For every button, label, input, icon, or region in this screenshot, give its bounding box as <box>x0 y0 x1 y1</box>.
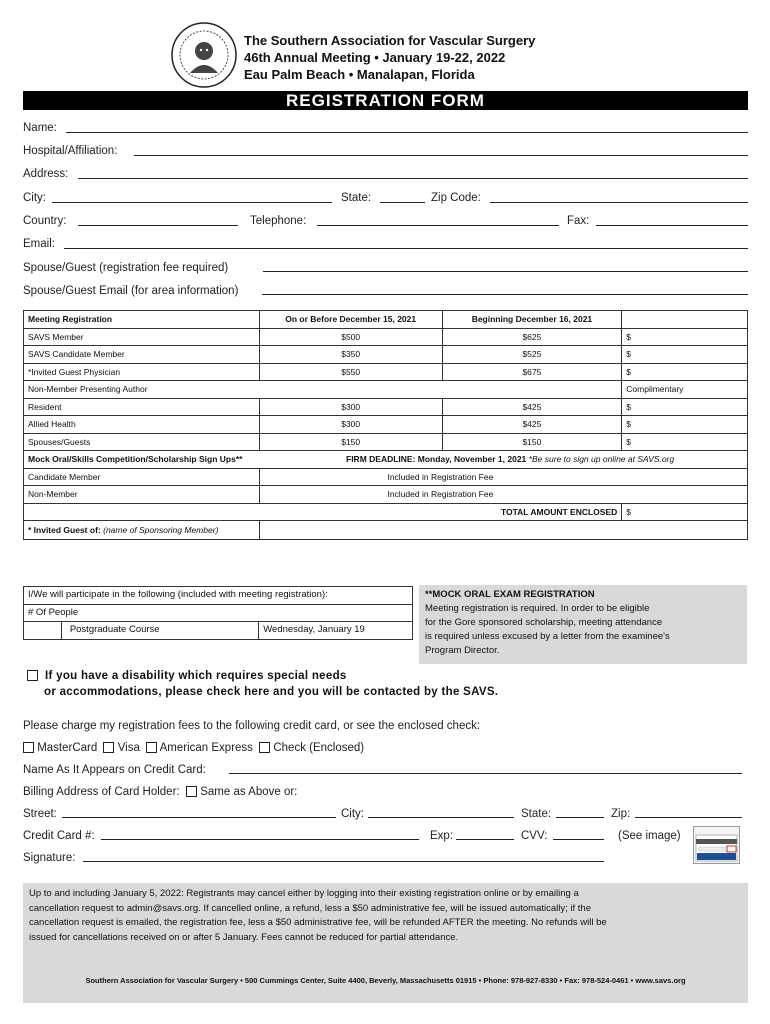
check-checkbox[interactable] <box>259 742 270 753</box>
address-field[interactable] <box>78 178 748 179</box>
course-name: Postgraduate Course <box>61 622 258 640</box>
early-fee: $300 <box>259 398 442 416</box>
early-fee: $350 <box>259 346 442 364</box>
billing-zip-label: Zip: <box>611 808 631 820</box>
row-label: Resident <box>24 398 260 416</box>
cancellation-policy-box <box>23 883 748 1003</box>
row-label: Spouses/Guests <box>24 433 260 451</box>
name-label: Name: <box>23 122 57 134</box>
exp-label: Exp: <box>430 830 454 842</box>
sponsoring-member-field[interactable] <box>259 521 747 540</box>
disability-line-2: or accommodations, please check here and you will be contacted by the SAVS. <box>44 686 499 698</box>
telephone-field[interactable] <box>317 225 559 226</box>
billing-city-field[interactable] <box>368 817 514 818</box>
complimentary-value: Complimentary <box>622 381 748 399</box>
amount-field[interactable]: $ <box>622 433 748 451</box>
people-count-label: # Of People <box>24 604 413 622</box>
early-fee: $550 <box>259 363 442 381</box>
mock-box-line: Program Director. <box>425 645 500 656</box>
table-header-cell: Beginning December 16, 2021 <box>442 311 622 329</box>
footer-contact: Southern Association for Vascular Surgery • 500 Cummings Center, Suite 4400, Beverly, Massachusetts 01915 • Phone: 978-927-8330 • Fax: 978-524-0461 • www.savs.org <box>85 976 686 985</box>
disability-checkbox[interactable] <box>27 670 38 681</box>
total-row[interactable] <box>24 503 748 521</box>
policy-line: cancellation request to admin@savs.org. If cancelled online, a refund, less a $50 administrative fee, will be issued automatically; if the <box>29 902 591 914</box>
billing-label: Billing Address of Card Holder: <box>23 786 180 798</box>
table-row[interactable] <box>24 363 748 381</box>
total-label: TOTAL AMOUNT ENCLOSED <box>24 503 622 521</box>
country-label: Country: <box>23 215 67 227</box>
mock-note: *Be sure to sign up online at SAVS.org <box>528 454 675 465</box>
registration-fee-table <box>23 310 748 540</box>
email-label: Email: <box>23 238 55 250</box>
hospital-field[interactable] <box>134 155 748 156</box>
credit-card-label: Credit Card #: <box>23 830 95 842</box>
visa-checkbox[interactable] <box>103 742 114 753</box>
policy-line: cancellation request is emailed, the registration fee, less a $50 administrative fee, will be refunded AFTER the meeting. No refunds will be <box>29 917 607 928</box>
table-row[interactable] <box>24 433 748 451</box>
city-field[interactable] <box>52 202 332 203</box>
late-fee: $525 <box>442 346 622 364</box>
row-label: Non-Member Presenting Author <box>24 381 622 399</box>
late-fee: $425 <box>442 416 622 434</box>
course-date: Wednesday, January 19 <box>259 622 413 640</box>
late-fee: $425 <box>442 398 622 416</box>
billing-state-label: State: <box>521 808 552 820</box>
mastercard-label: MasterCard <box>37 742 98 754</box>
association-title: The Southern Association for Vascular Surgery <box>244 33 536 48</box>
mock-box-line: Meeting registration is required. In order to be eligible <box>425 603 650 614</box>
credit-card-field[interactable] <box>101 839 419 840</box>
row-label: Non-Member <box>24 486 260 504</box>
mock-deadline: FIRM DEADLINE: Monday, November 1, 2021 <box>346 454 527 465</box>
card-name-label: Name As It Appears on Credit Card: <box>23 764 206 776</box>
zip-label: Zip Code: <box>431 192 481 204</box>
policy-line: Up to and including January 5, 2022: Registrants may cancel either by logging into their existing registration online or by emailing a <box>29 888 579 899</box>
table-row[interactable] <box>24 416 748 434</box>
table-header-row <box>24 311 748 329</box>
country-field[interactable] <box>78 225 238 226</box>
table-row <box>24 381 748 399</box>
meeting-dates: 46th Annual Meeting • January 19-22, 2022 <box>244 50 506 65</box>
hospital-label: Hospital/Affiliation: <box>23 145 118 157</box>
fax-label: Fax: <box>567 215 590 227</box>
row-label: SAVS Candidate Member <box>24 346 260 364</box>
fax-field[interactable] <box>596 225 748 226</box>
mock-oral-exam-box <box>419 585 747 664</box>
telephone-label: Telephone: <box>250 215 307 227</box>
amount-field[interactable]: $ <box>622 416 748 434</box>
spouse-field[interactable] <box>263 271 748 272</box>
amex-checkbox[interactable] <box>146 742 157 753</box>
table-header-cell <box>622 311 748 329</box>
zip-field[interactable] <box>490 202 748 203</box>
row-label: SAVS Member <box>24 328 260 346</box>
same-as-above-label: Same as Above or: <box>200 786 298 798</box>
people-count-field[interactable] <box>24 622 62 640</box>
included-value: Included in Registration Fee <box>259 486 747 504</box>
policy-line: issued for cancellations received on or after 5 January. Fees cannot be reduced for partial attendance. <box>29 931 459 943</box>
credit-card-cvv-icon <box>693 826 740 864</box>
total-amount-field[interactable]: $ <box>622 503 748 521</box>
state-label: State: <box>341 192 372 204</box>
late-fee: $150 <box>442 433 622 451</box>
row-label: Allied Health <box>24 416 260 434</box>
mock-box-line: for the Gore sponsored scholarship, meeting attendance <box>425 617 663 628</box>
payment-intro: Please charge my registration fees to the following credit card, or see the enclosed check: <box>23 720 481 732</box>
same-as-above-checkbox[interactable] <box>186 786 197 797</box>
mastercard-checkbox[interactable] <box>23 742 34 753</box>
spouse-email-label: Spouse/Guest Email (for area information) <box>23 285 239 297</box>
mock-signup-label: Mock Oral/Skills Competition/Scholarship Sign Ups** <box>28 454 243 465</box>
table-header-cell: Meeting Registration <box>24 311 260 329</box>
participation-table <box>23 586 413 640</box>
billing-city-label: City: <box>341 808 364 820</box>
visa-label: Visa <box>117 742 140 754</box>
table-header-cell: On or Before December 15, 2021 <box>259 311 442 329</box>
amount-field[interactable]: $ <box>622 328 748 346</box>
table-row[interactable] <box>24 328 748 346</box>
check-label: Check (Enclosed) <box>273 742 365 754</box>
meeting-location: Eau Palm Beach • Manalapan, Florida <box>244 67 475 82</box>
mock-box-title: **MOCK ORAL EXAM REGISTRATION <box>425 589 595 600</box>
signature-label: Signature: <box>23 852 76 864</box>
table-row[interactable] <box>24 398 748 416</box>
mock-signup-row <box>24 451 748 469</box>
payment-options <box>23 741 364 755</box>
society-seal-icon <box>170 21 238 89</box>
name-field[interactable] <box>66 132 748 133</box>
table-row <box>24 486 748 504</box>
included-value: Included in Registration Fee <box>259 468 747 486</box>
mock-box-line: is required unless excused by a letter from the examinee's <box>425 631 670 642</box>
card-name-field[interactable] <box>229 773 742 774</box>
disability-line-1: If you have a disability which requires special needs <box>45 670 347 682</box>
state-field[interactable] <box>380 202 425 203</box>
form-title-banner: REGISTRATION FORM <box>23 91 748 110</box>
exp-field[interactable] <box>456 839 514 840</box>
amount-field[interactable]: $ <box>622 398 748 416</box>
cvv-field[interactable] <box>553 839 604 840</box>
spouse-email-field[interactable] <box>262 294 748 295</box>
street-field[interactable] <box>62 817 336 818</box>
billing-zip-field[interactable] <box>635 817 742 818</box>
early-fee: $300 <box>259 416 442 434</box>
amount-field[interactable]: $ <box>622 363 748 381</box>
invited-guest-row[interactable] <box>24 521 748 540</box>
table-row[interactable] <box>24 346 748 364</box>
row-label: *Invited Guest Physician <box>24 363 260 381</box>
table-row <box>24 468 748 486</box>
signature-field[interactable] <box>83 861 604 862</box>
street-label: Street: <box>23 808 57 820</box>
email-field[interactable] <box>64 248 748 249</box>
billing-row <box>23 785 297 799</box>
late-fee: $625 <box>442 328 622 346</box>
participation-header: I/We will participate in the following (included with meeting registration): <box>24 587 413 605</box>
address-label: Address: <box>23 168 69 180</box>
late-fee: $675 <box>442 363 622 381</box>
row-label: Candidate Member <box>24 468 260 486</box>
invited-guest-label: * Invited Guest of: <box>28 525 101 535</box>
invited-guest-hint: (name of Sponsoring Member) <box>103 525 219 535</box>
amex-label: American Express <box>159 742 253 754</box>
amount-field[interactable]: $ <box>622 346 748 364</box>
see-image-label: (See image) <box>618 830 681 842</box>
early-fee: $500 <box>259 328 442 346</box>
spouse-label: Spouse/Guest (registration fee required) <box>23 262 229 274</box>
early-fee: $150 <box>259 433 442 451</box>
disability-section <box>27 668 498 700</box>
city-label: City: <box>23 192 46 204</box>
billing-state-field[interactable] <box>556 817 604 818</box>
cvv-label: CVV: <box>521 830 548 842</box>
